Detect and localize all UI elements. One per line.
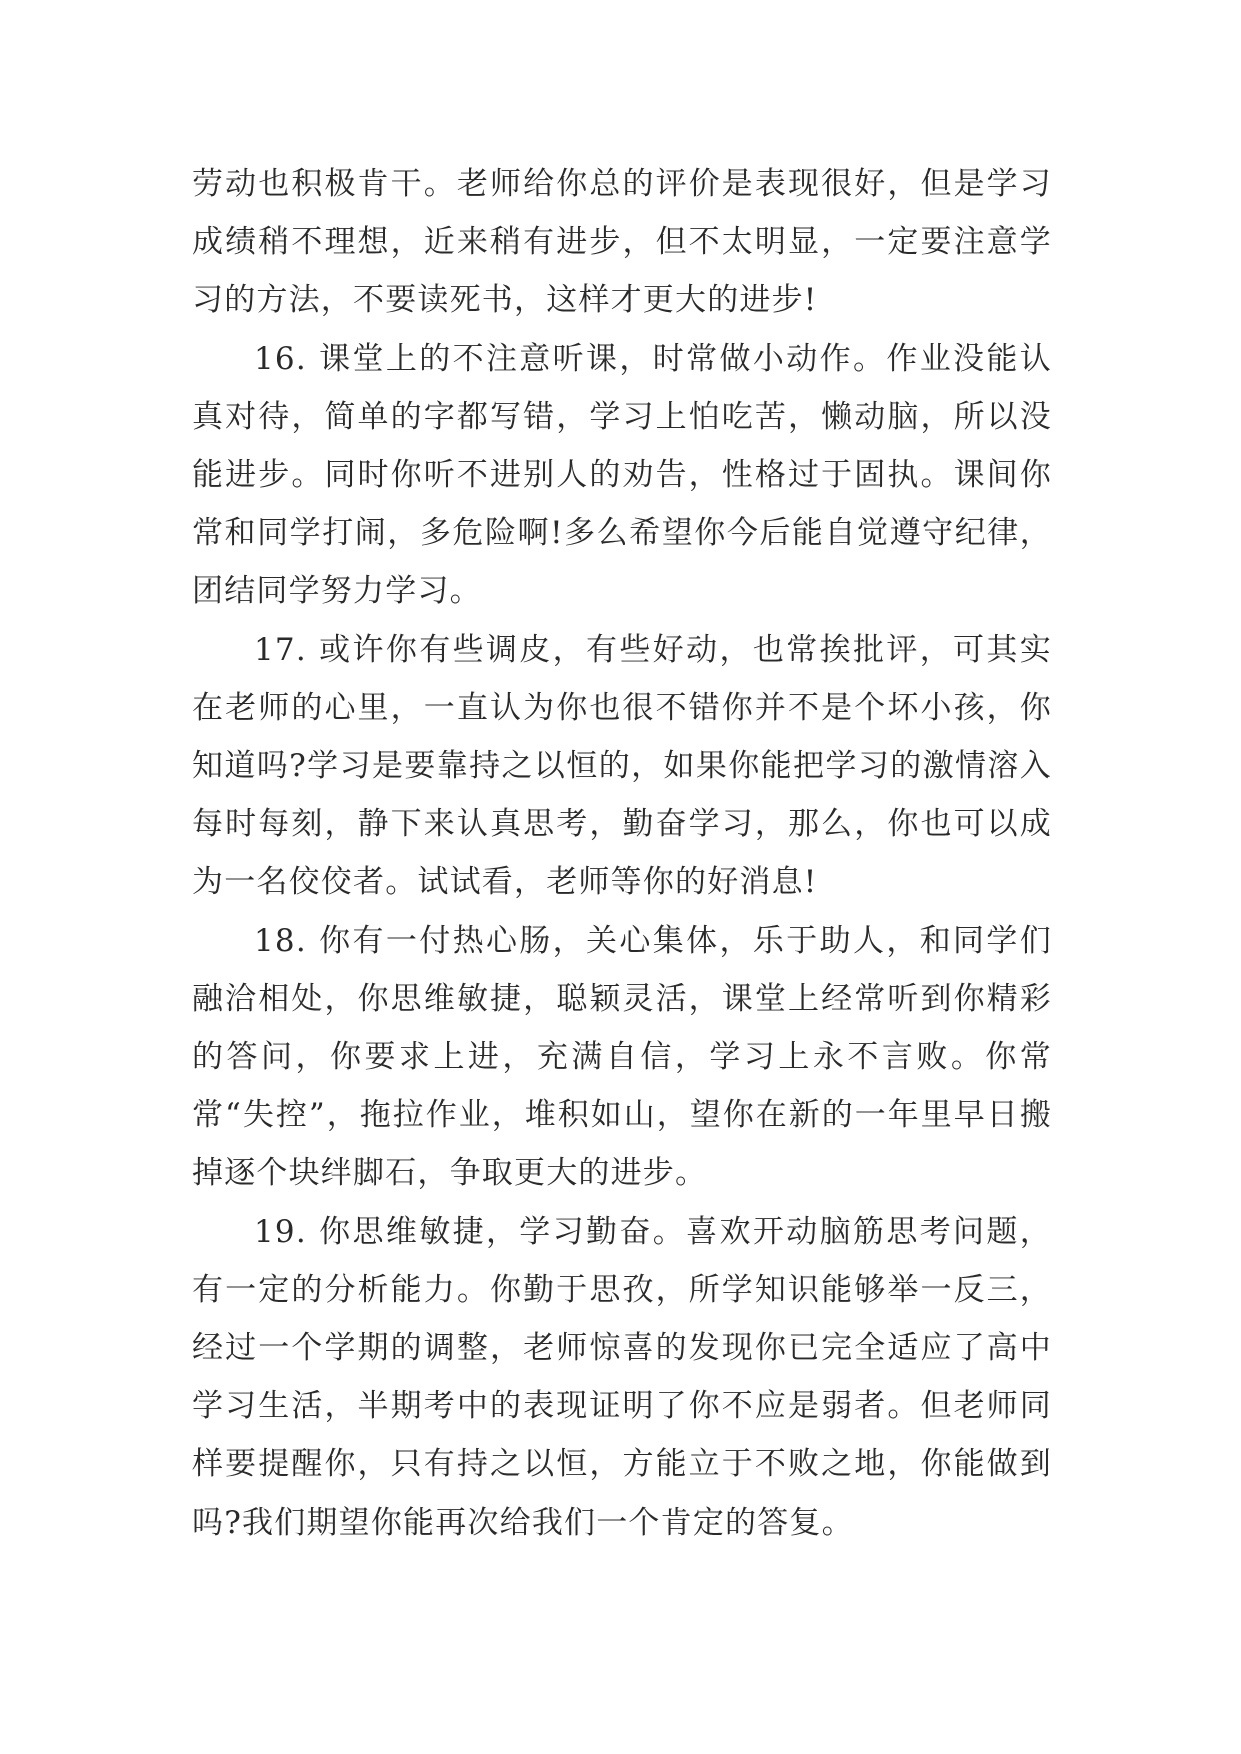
- paragraph-19: 19. 你思维敏捷，学习勤奋。喜欢开动脑筋思考问题，有一定的分析能力。你勤于思孜，所学知识能够举一反三，经过一个学期的调整，老师惊喜的发现你已完全适应了高中学习生活，半期考中的表现证明了你不应是弱者。但老师同样要提醒你，只有持之以恒，方能立于不败之地，你能做到吗?我们期望你能再次给我们一个肯定的答复。: [192, 1213, 1052, 1541]
- paragraph-16: 16. 课堂上的不注意听课，时常做小动作。作业没能认真对待，简单的字都写错，学习上怕吃苦，懒动脑，所以没能进步。同时你听不进别人的劝告，性格过于固执。课间你常和同学打闹，多危险啊!多么希望你今后能自觉遵守纪律，团结同学努力学习。: [192, 340, 1052, 610]
- document-body: [192, 155, 1052, 1552]
- paragraph-18: 18. 你有一付热心肠，关心集体，乐于助人，和同学们融洽相处，你思维敏捷，聪颖灵活，课堂上经常听到你精彩的答问，你要求上进，充满自信，学习上永不言败。你常常“失控”，拖拉作业，堆积如山，望你在新的一年里早日搬掉逐个块绊脚石，争取更大的进步。: [192, 922, 1052, 1192]
- paragraph-17: 17. 或许你有些调皮，有些好动，也常挨批评，可其实在老师的心里，一直认为你也很不错你并不是个坏小孩，你知道吗?学习是要靠持之以恒的，如果你能把学习的激情溶入每时每刻，静下来认真思考，勤奋学习，那么，你也可以成为一名佼佼者。试试看，老师等你的好消息!: [192, 631, 1052, 901]
- paragraph-continuation: 劳动也积极肯干。老师给你总的评价是表现很好，但是学习成绩稍不理想，近来稍有进步，但不太明显，一定要注意学习的方法，不要读死书，这样才更大的进步!: [192, 166, 1052, 319]
